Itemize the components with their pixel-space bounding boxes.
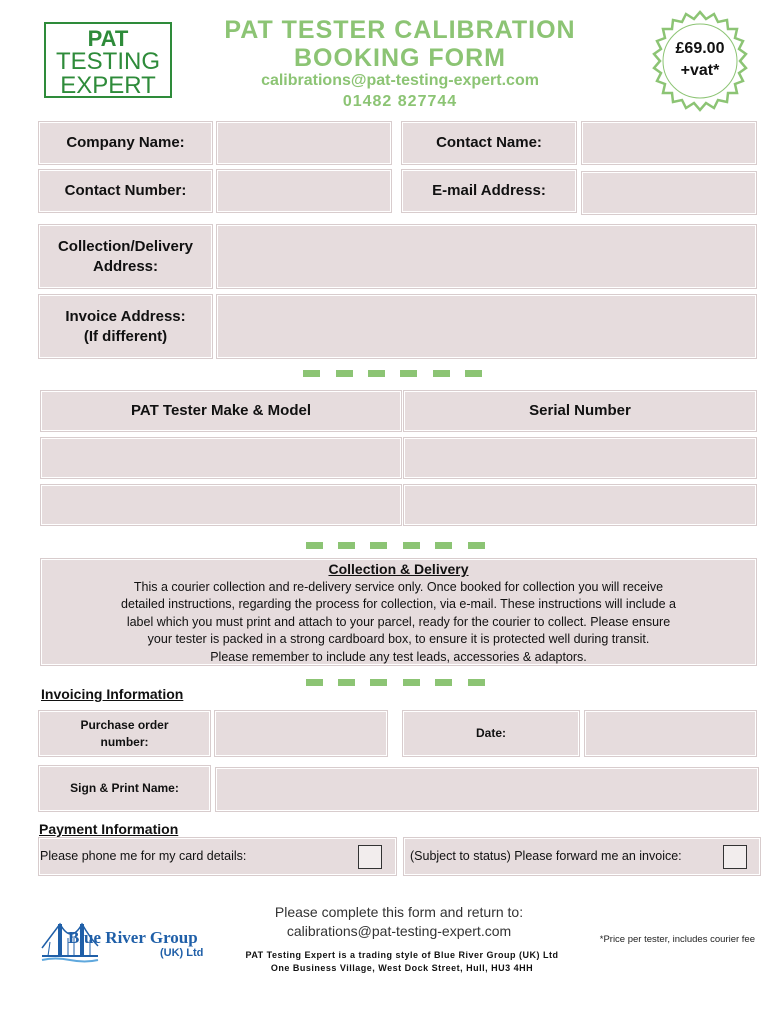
sign-print-name-label: [39, 766, 210, 811]
page-title-line1: PAT TESTER CALIBRATION: [224, 16, 576, 44]
return-instruction: Please complete this form and return to:: [274, 904, 524, 920]
collection-address-label-line2: Address:: [92, 257, 159, 275]
sign-print-name-label-text: Sign & Print Name:: [70, 781, 179, 795]
contact-name-field[interactable]: [582, 122, 756, 164]
collection-delivery-text-line5: Please remember to include any test leads, accessories & adaptors.: [210, 649, 587, 664]
brand-suffix: (UK) Ltd: [160, 947, 204, 959]
logo-line-expert: EXPERT: [60, 72, 156, 99]
trading-style-line: PAT Testing Expert is a trading style of Blue River Group (UK) Ltd: [245, 950, 559, 960]
price-note: *Price per tester, includes courier fee: [599, 934, 755, 945]
contact-number-label-text: Contact Number:: [64, 182, 187, 199]
forward-invoice-checkbox[interactable]: [723, 845, 747, 869]
invoice-address-label-line2: (If different): [83, 327, 168, 345]
contact-name-label-text: Contact Name:: [436, 134, 542, 151]
tester-make-model-header: [41, 391, 401, 431]
date-label: [403, 711, 579, 756]
company-address-line: One Business Village, West Dock Street, Hull, HU3 4HH: [270, 963, 534, 973]
page-title-line2: BOOKING FORM: [294, 44, 506, 72]
date-field[interactable]: [585, 711, 756, 756]
purchase-order-label-line1: Purchase order: [80, 717, 169, 732]
purchase-order-label-line2: number:: [100, 734, 149, 749]
company-name-label: [39, 122, 212, 164]
email-label-text: E-mail Address:: [432, 182, 546, 199]
brand-name: Blue River Group: [68, 928, 198, 947]
invoice-address-field[interactable]: [217, 295, 756, 358]
return-email: calibrations@pat-testing-expert.com: [286, 923, 512, 939]
invoice-address-label-line1: Invoice Address:: [65, 307, 186, 325]
serial-number-field-2[interactable]: [404, 485, 756, 525]
company-name-field[interactable]: [217, 122, 391, 164]
tester-make-model-field-1[interactable]: [41, 438, 401, 478]
price-suffix: +vat*: [680, 62, 720, 79]
collection-delivery-text-line2: detailed instructions, regarding the process for collection, via e-mail. These instructions will include a: [121, 597, 676, 611]
phone-card-details-option: [39, 838, 396, 875]
collection-delivery-text-line1: This a courier collection and re-delivery service only. Once booked for collection you will receive: [133, 579, 664, 594]
header-email: calibrations@pat-testing-expert.com: [261, 72, 539, 89]
email-label: [402, 170, 576, 212]
invoice-address-label: [39, 295, 212, 358]
date-label-text: Date:: [475, 726, 506, 740]
phone-card-details-text: Please phone me for my card details:: [40, 849, 247, 863]
collection-delivery-text-line4: your tester is packed in a strong cardboard box, to ensure it is protected well during transit.: [147, 632, 650, 646]
logo-line-pat: PAT: [87, 26, 129, 51]
email-field[interactable]: [582, 172, 756, 214]
forward-invoice-option: [404, 838, 760, 875]
contact-name-label: [402, 122, 576, 164]
serial-number-header: [404, 391, 756, 431]
tester-make-model-header-text: PAT Tester Make & Model: [130, 402, 312, 419]
collection-address-label: [39, 225, 212, 288]
collection-address-label-line1: Collection/Delivery: [57, 237, 194, 255]
price-badge: [648, 10, 752, 114]
serial-number-field-1[interactable]: [404, 438, 756, 478]
contact-number-label: [39, 170, 212, 212]
tester-make-model-field-2[interactable]: [41, 485, 401, 525]
invoicing-section-title: Invoicing Information: [41, 686, 184, 702]
payment-section-title: Payment Information: [39, 821, 179, 837]
pat-testing-expert-logo: [44, 22, 172, 98]
company-name-label-text: Company Name:: [66, 134, 185, 151]
collection-delivery-text-line3: label which you must print and attach to your parcel, ready for the courier to collect. Please ensure: [126, 614, 671, 629]
contact-number-field[interactable]: [217, 170, 391, 212]
logo-line-testing: TESTING: [55, 48, 160, 75]
collection-delivery-panel: [41, 559, 756, 665]
blue-river-group-logo: [40, 918, 210, 966]
serial-number-header-text: Serial Number: [529, 402, 631, 419]
price-value: £69.00: [675, 40, 725, 57]
phone-card-details-checkbox[interactable]: [358, 845, 382, 869]
sign-print-name-field[interactable]: [216, 768, 758, 811]
collection-address-field[interactable]: [217, 225, 756, 288]
header-phone: 01482 827744: [342, 93, 458, 110]
collection-delivery-title: Collection & Delivery: [328, 561, 469, 577]
forward-invoice-text: (Subject to status) Please forward me an invoice:: [410, 849, 682, 863]
purchase-order-field[interactable]: [215, 711, 387, 756]
purchase-order-label: [39, 711, 210, 756]
